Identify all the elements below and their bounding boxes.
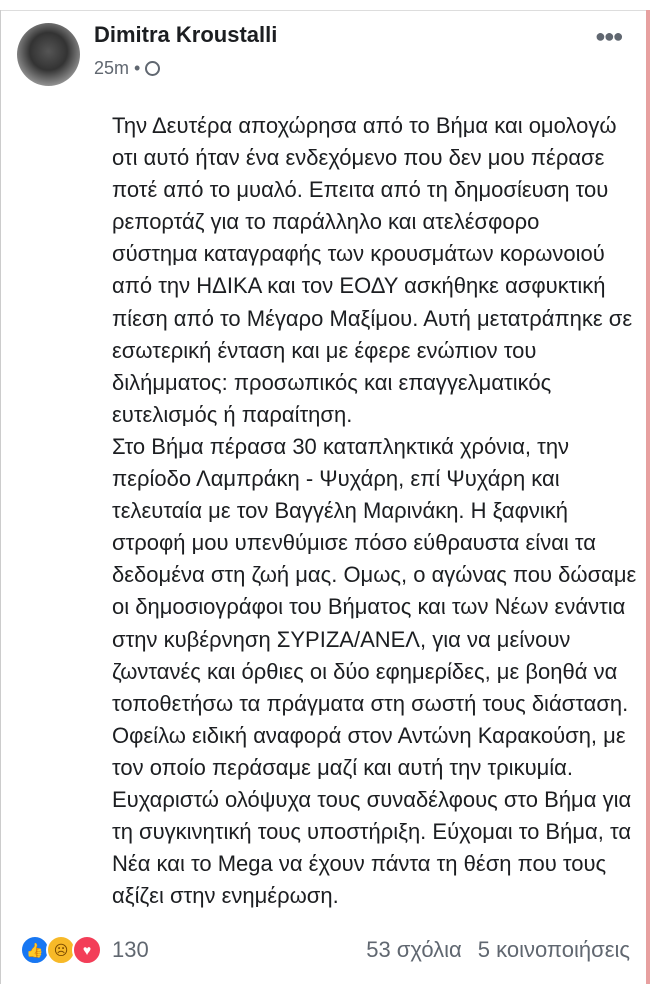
- text-line: Στο Βήμα πέρασα 30 καταπληκτικά χρόνια, την: [112, 433, 570, 459]
- post-footer: [20, 934, 630, 966]
- text-line: ρεπορτάζ για το παράλληλο και ατελέσφορο: [112, 209, 540, 235]
- text-line: οι δημοσιογράφοι του Βήματος και των Νέων ενάντια: [112, 594, 626, 620]
- like-reaction-icon[interactable]: 👍: [20, 935, 50, 965]
- globe-icon: [145, 61, 160, 76]
- text-line: δεδομένα στη ζωή μας. Ομως, ο αγώνας που δώσαμε: [112, 562, 637, 588]
- text-line: σύστημα καταγραφής των κρουσμάτων κορωνοιού: [112, 241, 605, 267]
- comments-count[interactable]: 53 σχόλια: [366, 937, 462, 962]
- shares-count[interactable]: 5 κοινοποιήσεις: [477, 937, 630, 962]
- reaction-count[interactable]: 130: [112, 937, 149, 962]
- sad-reaction-icon[interactable]: ☹: [46, 935, 76, 965]
- text-line: περίοδο Λαμπράκη - Ψυχάρη, επί Ψυχάρη και: [112, 466, 560, 492]
- text-line: από την ΗΔΙΚΑ και τον ΕΟΔΥ ασκήθηκε ασφυκτική: [112, 273, 606, 299]
- text-line: στην κυβέρνηση ΣΥΡΙΖΑ/ΑΝΕΛ, για να μείνουν: [112, 626, 571, 652]
- text-line: Την Δευτέρα αποχώρησα από το Βήμα και ομολογώ: [112, 113, 617, 138]
- text-line: πίεση από το Μέγαρο Μαξίμου. Αυτή μετατράπηκε σε: [112, 305, 633, 331]
- top-divider: [0, 10, 650, 11]
- text-line: διλήμματος: προσωπικός και επαγγελματικός: [112, 369, 552, 395]
- text-line: αξίζει στην ενημέρωση.: [112, 883, 339, 909]
- text-line: ευτελισμός ή παραίτηση.: [112, 401, 353, 427]
- text-line: Ευχαριστώ ολόψυχα τους συναδέλφους στο Βήμα για: [112, 786, 632, 812]
- post-meta: [94, 58, 160, 79]
- text-line: Νέα και το Mega να έχουν πάντα τη θέση που τους: [112, 851, 607, 877]
- author-name[interactable]: Dimitra Kroustalli: [94, 22, 278, 47]
- right-border: [646, 10, 650, 984]
- text-line: ζωντανές και όρθιες οι δύο εφημερίδες, με βοηθά να: [112, 658, 618, 684]
- separator: •: [134, 58, 141, 78]
- more-options-icon[interactable]: ●●●: [595, 26, 622, 46]
- text-line: οτι αυτό ήταν ένα ενδεχόμενο που δεν μου πέρασε: [112, 145, 605, 171]
- text-line: τελευταία με τον Βαγγέλη Μαρινάκη. Η ξαφνική: [112, 498, 569, 524]
- love-reaction-icon[interactable]: ♥: [72, 935, 102, 965]
- post-text: [112, 110, 636, 912]
- text-line: τοποθετήσω τα πράγματα στη σωστή τους διάσταση.: [112, 690, 629, 716]
- avatar[interactable]: [17, 23, 80, 86]
- text-line: Οφείλω ειδική αναφορά στον Αντώνη Καρακούση, με: [112, 722, 626, 748]
- text-line: στροφή μου υπενθύμισε πόσο εύθραυστα είναι τα: [112, 530, 597, 556]
- text-line: ποτέ από το μυαλό. Επειτα από τη δημοσίευση του: [112, 177, 609, 203]
- text-line: εσωτερική ένταση και με έφερε ενώπιον του: [112, 337, 537, 363]
- text-line: τη συγκινητική τους υποστήριξη. Εύχομαι το Βήμα, τα: [112, 819, 632, 845]
- post-time[interactable]: 25m: [94, 58, 130, 78]
- text-line: τον οποίο περάσαμε μαζί και αυτή την τρικυμία.: [112, 754, 573, 780]
- left-border: [0, 10, 1, 984]
